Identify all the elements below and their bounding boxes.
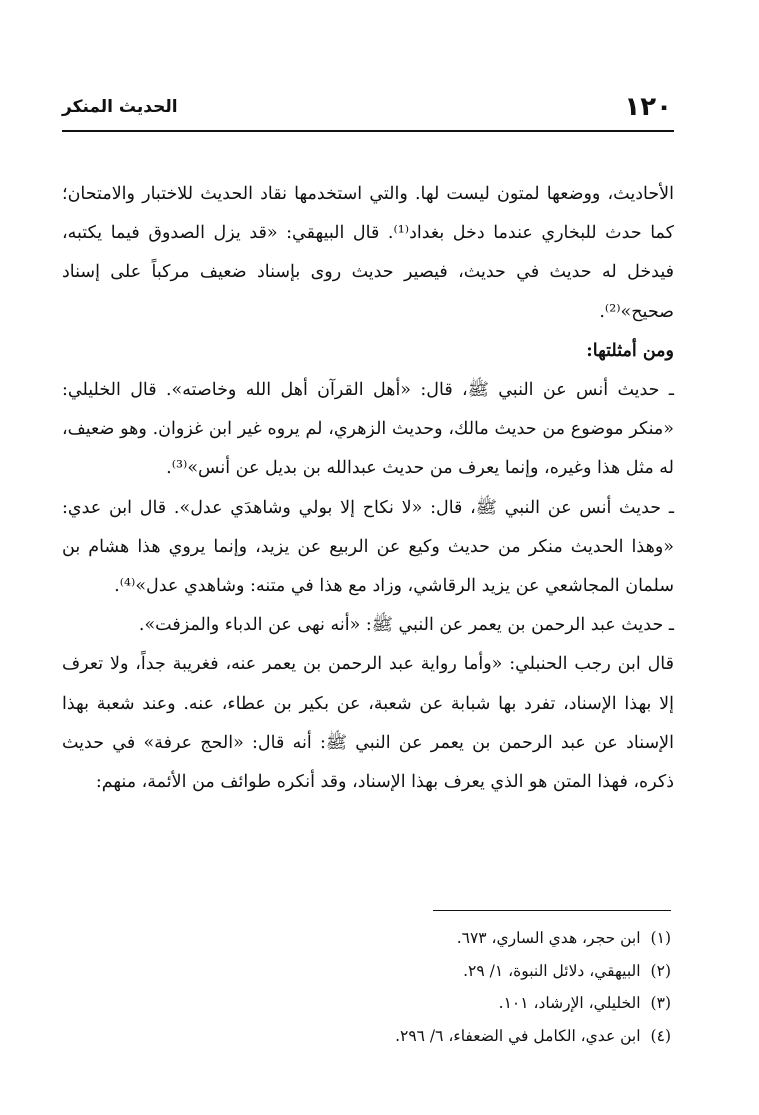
paragraph-example-1: ـ حديث أنس عن النبي ﷺ، قال: «أهل القرآن أهل الله وخاصته». قال الخليلي: «منكر موضوع من حديث مالك، وحديث الزهري، لم يروه غير ابن غزوان. وهو ضعيف، له مثل هذا وغيره، وإنما يعرف من حديث عبدالله بن بديل عن أنس»⁽³⁾. [62, 380, 674, 479]
footnote-number: (٣) [650, 994, 671, 1012]
paragraph-example-3: ـ حديث عبد الرحمن بن يعمر عن النبي ﷺ: «أنه نهى عن الدباء والمزفت». [138, 615, 674, 636]
footnote-number: (٢) [650, 961, 671, 980]
footnote-rule [433, 910, 671, 911]
footnote-text: البيهقي، دلائل النبوة، ١/ ٢٩. [463, 961, 641, 980]
main-text [62, 175, 674, 802]
footnote-text: ابن عدي، الكامل في الضعفاء، ٦/ ٢٩٦. [395, 1026, 641, 1045]
header-rule [62, 130, 674, 132]
paragraph-intro: الأحاديث، ووضعها لمتون ليست لها. والتي استخدمها نقاد الحديث للاختبار والامتحان؛ كما حدث للبخاري عندما دخل بغداد⁽¹⁾. قال البيهقي: «قد يزل الصدوق فيما يكتبه، فيدخل له حديث في حديث، فيصير حديث روى بإسناد ضعيف مركباً على إسناد صحيح»⁽²⁾. [62, 184, 674, 322]
running-title: الحديث المنكر [62, 97, 178, 117]
footnote-number: (١) [650, 929, 671, 947]
footnote-1 [151, 922, 671, 955]
footnote-text: الخليلي، الإرشاد، ١٠١. [498, 994, 641, 1012]
examples-heading: ومن أمثلتها: [586, 340, 674, 361]
paragraph-ibn-rajab: قال ابن رجب الحنبلي: «وأما رواية عبد الرحمن بن يعمر عنه، فغريبة جداً، ولا تعرف إلا بهذا الإسناد، تفرد بها شبابة عن شعبة، عن بكير بن عطاء، عنه. وعند شعبة بهذا الإسناد عن عبد الرحمن بن يعمر عن النبي ﷺ: أنه قال: «الحج عرفة» في حديث ذكره، فهذا المتن هو الذي يعرف بهذا الإسناد، وقد أنكره طوائف من الأئمة، منهم: [62, 654, 674, 793]
paragraph-example-2: ـ حديث أنس عن النبي ﷺ، قال: «لا نكاح إلا بولي وشاهدَي عدل». قال ابن عدي: «وهذا الحديث منكر من حديث وكيع عن الربيع عن يزيد، وإنما يروي هذا هشام بن سلمان المجاشعي عن يزيد الرقاشي، وزاد مع هذا في متنه: وشاهدي عدل»⁽⁴⁾. [62, 497, 674, 597]
footnote-text: ابن حجر، هدي الساري، ٦٧٣. [456, 929, 641, 947]
footnotes [151, 922, 671, 1052]
footnote-4 [151, 1020, 671, 1053]
page-header [62, 92, 672, 128]
footnote-3 [151, 987, 671, 1020]
footnote-2 [151, 955, 671, 988]
page-number: ١٢٠ [624, 92, 672, 122]
footnote-number: (٤) [650, 1026, 671, 1045]
